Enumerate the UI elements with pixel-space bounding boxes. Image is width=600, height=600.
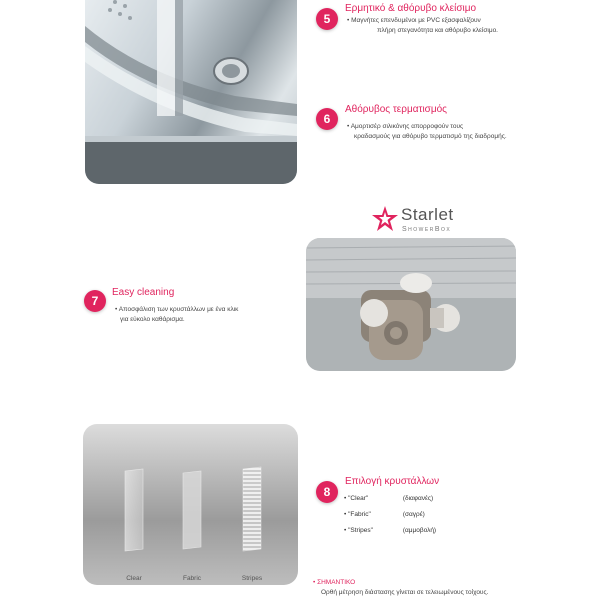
feature-7-line-2: για εύκολο καθάρισμα.	[120, 316, 185, 323]
glass-option-fabric	[344, 511, 425, 518]
logo-brand: Starlet	[401, 205, 454, 224]
feature-5-description	[347, 16, 498, 36]
feature-6-line-1: • Αμορτισέρ σιλικόνης απορροφούν τους	[347, 123, 464, 130]
feature-5-line-1: • Μαγνήτες επενδυμένοι με PVC εξασφαλίζουν	[347, 17, 481, 24]
important-label: • ΣΗΜΑΝΤΙΚΟ	[313, 579, 356, 586]
glass-option-stripes-name: • "Stripes"	[344, 527, 373, 534]
important-text: Ορθή μέτρηση διάστασης γίνεται σε τελειωμένους τοίχους.	[321, 589, 489, 596]
photo-magnetic-seal	[85, 0, 297, 184]
glass-option-clear	[344, 495, 433, 502]
photo-glass-options	[83, 424, 298, 585]
feature-5-line-2: πλήρη στεγανότητα και αθόρυβο κλείσιμο.	[377, 27, 498, 34]
glass-option-clear-name: • "Clear"	[344, 495, 369, 502]
feature-7-title: Easy cleaning	[112, 287, 175, 298]
panel-label-clear: Clear	[126, 575, 142, 582]
magnetic-seal-illustration	[85, 0, 297, 184]
feature-7-line-1: • Αποσφάλιση των κρυστάλλων με ένα κλικ	[115, 306, 239, 313]
star-logo-icon	[371, 205, 399, 233]
feature-8-title: Επιλογή κρυστάλλων	[345, 476, 440, 487]
feature-7-description	[115, 305, 238, 325]
logo-sub: ShowerBox	[402, 226, 452, 233]
feature-6-title: Αθόρυβος τερματισμός	[345, 104, 447, 115]
starlet-logo	[371, 203, 471, 239]
feature-5-title: Ερμητικό & αθόρυβο κλείσιμο	[345, 3, 477, 14]
glass-option-clear-desc: (διαφανές)	[402, 495, 434, 502]
panel-label-stripes: Stripes	[241, 575, 263, 582]
feature-6-line-2: κραδασμούς για αθόρυβο τερματισμό της διαδρομής.	[354, 133, 507, 140]
feature-8-badge: 8	[316, 481, 338, 503]
feature-6-description	[347, 122, 507, 142]
feature-5-badge: 5	[316, 8, 338, 30]
panel-label-fabric: Fabric	[182, 575, 202, 582]
glass-option-fabric-name: • "Fabric"	[344, 511, 371, 518]
glass-option-stripes	[344, 527, 436, 534]
glass-option-stripes-desc: (αμμοβολή)	[402, 527, 437, 534]
damper-illustration	[306, 238, 516, 371]
feature-7-badge: 7	[84, 290, 106, 312]
feature-6-badge: 6	[316, 108, 338, 130]
glass-panels-illustration	[83, 424, 298, 585]
photo-damper	[306, 238, 516, 371]
glass-option-fabric-desc: (σαγρέ)	[402, 511, 425, 518]
